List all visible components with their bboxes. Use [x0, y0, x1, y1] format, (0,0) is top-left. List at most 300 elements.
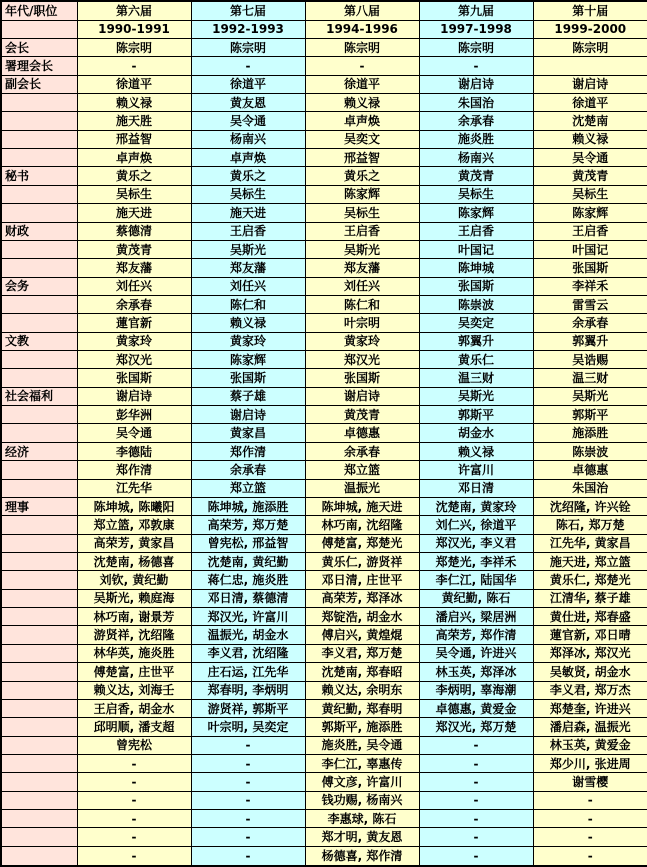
member-cell: 游贤祥, 沈绍隆 [77, 626, 191, 644]
table-row [1, 516, 647, 534]
year-header: 1994-1996 [305, 20, 419, 38]
member-cell: 林巧南, 沈绍隆 [305, 516, 419, 534]
member-cell: 陈坤城 [419, 259, 533, 277]
member-cell: 卓声焕 [191, 149, 305, 167]
position-label-blank [1, 204, 77, 222]
year-header: 1992-1993 [191, 20, 305, 38]
member-cell: 谢启诗 [191, 406, 305, 424]
table-row [1, 608, 647, 626]
term-header: 第八届 [305, 1, 419, 20]
member-cell: 黄茂青 [533, 167, 647, 185]
position-label-blank [1, 259, 77, 277]
member-cell: 郑汉光 [77, 351, 191, 369]
member-cell: 江清华, 蔡子雄 [533, 589, 647, 607]
table-row [1, 718, 647, 736]
member-cell: 余承春 [191, 461, 305, 479]
member-cell: 傅启兴, 黄煌焜 [305, 626, 419, 644]
member-cell: 谢雪樱 [533, 773, 647, 791]
position-label-blank [1, 461, 77, 479]
term-header: 第十届 [533, 1, 647, 20]
table-row [1, 497, 647, 515]
member-cell: - [419, 773, 533, 791]
member-cell: - [419, 791, 533, 809]
member-cell: 曾宪松, 邢益智 [191, 534, 305, 552]
table-row [1, 112, 647, 130]
position-label-blank [1, 314, 77, 332]
member-cell: - [419, 846, 533, 866]
member-cell: - [305, 57, 419, 75]
year-header: 1997-1998 [419, 20, 533, 38]
member-cell: - [419, 828, 533, 846]
member-cell: 吴令通, 许进兴 [419, 644, 533, 662]
member-cell: - [191, 828, 305, 846]
position-label-blank [1, 571, 77, 589]
position-label-blank [1, 736, 77, 754]
member-cell: 刘任兴 [191, 277, 305, 295]
member-cell: - [191, 810, 305, 828]
member-cell: 黄乐之 [191, 167, 305, 185]
position-label-blank [1, 754, 77, 772]
position-label-blank [1, 718, 77, 736]
member-cell: 赖义禄 [305, 94, 419, 112]
member-cell: 吴令通 [191, 112, 305, 130]
member-cell: 卓德惠, 黄爱金 [419, 699, 533, 717]
position-label-blank [1, 424, 77, 442]
member-cell: 黄友恩 [191, 94, 305, 112]
member-cell: 沈楚南, 郑春昭 [305, 663, 419, 681]
member-cell: 郑少川, 张进周 [533, 754, 647, 772]
term-header: 第九届 [419, 1, 533, 20]
position-label-blank [1, 185, 77, 203]
position-label-blank [1, 699, 77, 717]
member-cell: 游贤祥, 郭斯平 [191, 699, 305, 717]
table-row [1, 681, 647, 699]
member-cell: 林华英, 施炎胜 [77, 644, 191, 662]
table-row [1, 369, 647, 387]
member-cell: 吴斯光, 赖庭海 [77, 589, 191, 607]
position-label: 署理会长 [1, 57, 77, 75]
member-cell: 王启香 [191, 222, 305, 240]
member-cell: 黄茂青 [305, 406, 419, 424]
table-row [1, 149, 647, 167]
years-row [1, 20, 647, 38]
member-cell: 郑立篮 [305, 461, 419, 479]
position-label-blank [1, 626, 77, 644]
member-cell: 沈楚南 [533, 112, 647, 130]
member-cell: 黄乐之 [305, 167, 419, 185]
term-header: 第七届 [191, 1, 305, 20]
member-cell: 李义君, 郑万楚 [305, 644, 419, 662]
position-label-blank [1, 846, 77, 866]
member-cell: 郑锭浩, 胡金水 [305, 608, 419, 626]
member-cell: 陈崇波 [533, 442, 647, 460]
member-cell: 卓德惠 [533, 461, 647, 479]
table-row [1, 791, 647, 809]
member-cell: 林玉英, 黄爱金 [533, 736, 647, 754]
member-cell: 郭斯平 [419, 406, 533, 424]
member-cell: 高荣芳, 郑万楚 [191, 516, 305, 534]
member-cell: 蓮官新, 邓日晴 [533, 626, 647, 644]
member-cell: - [77, 754, 191, 772]
member-cell: 温振光 [305, 479, 419, 497]
member-cell: 郑楚光, 李祥禾 [419, 553, 533, 571]
table-row [1, 442, 647, 460]
member-cell: 李仁江, 辜惠传 [305, 754, 419, 772]
member-cell: 陈坤城, 施天进 [305, 497, 419, 515]
member-cell: 施天进 [191, 204, 305, 222]
member-cell: 郑立篮 [191, 479, 305, 497]
member-cell: 江先华 [77, 479, 191, 497]
position-label-blank [1, 828, 77, 846]
position-label-blank [1, 644, 77, 662]
member-cell: 杨南兴 [191, 130, 305, 148]
member-cell: 叶国记 [533, 240, 647, 258]
member-cell: 郑汉光, 李义君 [419, 534, 533, 552]
member-cell: 吴标生 [77, 185, 191, 203]
table-row [1, 387, 647, 405]
table-row [1, 167, 647, 185]
member-cell: 吴标生 [419, 185, 533, 203]
member-cell: 陈宗明 [533, 38, 647, 56]
member-cell: 黄茂青 [419, 167, 533, 185]
member-cell: 张国斯 [305, 369, 419, 387]
member-cell: 郑立篮, 邓敦康 [77, 516, 191, 534]
member-cell: - [419, 810, 533, 828]
member-cell: 刘任兴 [305, 277, 419, 295]
corner-header: 年代/职位 [1, 1, 77, 20]
member-cell: 吴诰赐 [533, 351, 647, 369]
member-cell: 胡金水 [419, 424, 533, 442]
member-cell: 沈绍隆, 许兴铨 [533, 497, 647, 515]
position-label-blank [1, 406, 77, 424]
member-cell: - [191, 773, 305, 791]
position-label: 经济 [1, 442, 77, 460]
position-label-blank [1, 608, 77, 626]
table-row [1, 38, 647, 56]
year-header: 1990-1991 [77, 20, 191, 38]
member-cell: 陈宗明 [419, 38, 533, 56]
member-cell: 李仁江, 陆国华 [419, 571, 533, 589]
member-cell: 施天胜 [77, 112, 191, 130]
table-row [1, 222, 647, 240]
member-cell: - [419, 754, 533, 772]
member-cell: - [533, 828, 647, 846]
member-cell: 庄石运, 江先华 [191, 663, 305, 681]
member-cell: 郭斯平 [533, 406, 647, 424]
member-cell: - [191, 791, 305, 809]
member-cell: 高荣芳, 黄家昌 [77, 534, 191, 552]
member-cell: 吴斯光 [419, 387, 533, 405]
position-label-blank [1, 663, 77, 681]
member-cell: 高荣芳, 郑泽冰 [305, 589, 419, 607]
term-header: 第六届 [77, 1, 191, 20]
position-label-blank [1, 351, 77, 369]
member-cell: 杨德喜, 郑作清 [305, 846, 419, 866]
member-cell: 赖义禄 [77, 94, 191, 112]
position-label-blank [1, 534, 77, 552]
member-cell: 傅楚富, 庄世平 [77, 663, 191, 681]
position-label-blank [1, 112, 77, 130]
table-row [1, 699, 647, 717]
member-cell: 黄家玲 [305, 332, 419, 350]
member-cell: 邱明顺, 潘支超 [77, 718, 191, 736]
member-cell: 林巧南, 谢景芳 [77, 608, 191, 626]
member-cell: 黄茂青 [77, 240, 191, 258]
position-label: 会务 [1, 277, 77, 295]
position-label-blank [1, 94, 77, 112]
member-cell: 郑泽冰, 郑汉光 [533, 644, 647, 662]
member-cell: 吴标生 [305, 204, 419, 222]
table-row [1, 351, 647, 369]
member-cell: 王启香 [533, 222, 647, 240]
member-cell: 温三财 [533, 369, 647, 387]
member-cell: 陈坤城, 陈曦阳 [77, 497, 191, 515]
position-label: 文教 [1, 332, 77, 350]
position-label: 会长 [1, 38, 77, 56]
table-row [1, 259, 647, 277]
member-cell: 彭华洲 [77, 406, 191, 424]
member-cell: 吴奕文 [305, 130, 419, 148]
member-cell: 谢启诗 [533, 75, 647, 93]
header-row [1, 1, 647, 20]
table-row [1, 406, 647, 424]
member-cell: 吴斯光 [305, 240, 419, 258]
member-cell: 江先华, 黄家昌 [533, 534, 647, 552]
member-cell: 余承春 [77, 295, 191, 313]
member-cell: 陈宗明 [191, 38, 305, 56]
member-cell: 许富川 [419, 461, 533, 479]
member-cell: 潘启兴, 梁居洲 [419, 608, 533, 626]
member-cell: 赖义禄 [191, 314, 305, 332]
table-row [1, 773, 647, 791]
member-cell: 吴斯光 [533, 387, 647, 405]
member-cell: 陈家辉 [191, 351, 305, 369]
member-cell: 赖义禄 [419, 442, 533, 460]
member-cell: 陈石, 郑万楚 [533, 516, 647, 534]
member-cell: 陈仁和 [305, 295, 419, 313]
member-cell: 潘启森, 温振光 [533, 718, 647, 736]
member-cell: 沈楚南, 黄纪勤 [191, 553, 305, 571]
member-cell: 郑汉光, 郑万楚 [419, 718, 533, 736]
member-cell: - [191, 754, 305, 772]
position-label: 理事 [1, 497, 77, 515]
member-cell: 刘钦, 黄纪勤 [77, 571, 191, 589]
member-cell: 郑作清 [191, 442, 305, 460]
member-cell: 张国斯 [191, 369, 305, 387]
member-cell: 陈宗明 [77, 38, 191, 56]
table-row [1, 736, 647, 754]
member-cell: 郑友藩 [191, 259, 305, 277]
member-cell: 雷雪云 [533, 295, 647, 313]
table-row [1, 846, 647, 866]
member-cell: 黄乐仁, 游贤祥 [305, 553, 419, 571]
member-cell: - [419, 736, 533, 754]
member-cell: 高荣芳, 郑作清 [419, 626, 533, 644]
member-cell: 曾宪松 [77, 736, 191, 754]
table-row [1, 424, 647, 442]
member-cell: 郭斯平, 施添胜 [305, 718, 419, 736]
member-cell: 刘任兴 [77, 277, 191, 295]
position-label-blank [1, 681, 77, 699]
member-cell: 吴令通 [77, 424, 191, 442]
table-row [1, 589, 647, 607]
member-cell: 施炎胜 [419, 130, 533, 148]
member-cell: 李惠球, 陈石 [305, 810, 419, 828]
table-row [1, 626, 647, 644]
member-cell: 李德陆 [77, 442, 191, 460]
member-cell: 吴奕定 [419, 314, 533, 332]
position-label-blank [1, 130, 77, 148]
member-cell: 蒋仁忠, 施炎胜 [191, 571, 305, 589]
position-label-blank [1, 149, 77, 167]
member-cell: - [77, 57, 191, 75]
member-cell: - [533, 791, 647, 809]
member-cell: 施添胜 [533, 424, 647, 442]
member-cell: 王启香, 胡金水 [77, 699, 191, 717]
table-row [1, 644, 647, 662]
member-cell: 郑作清 [77, 461, 191, 479]
member-cell: 温振光, 胡金水 [191, 626, 305, 644]
position-label: 副会长 [1, 75, 77, 93]
table-row [1, 277, 647, 295]
member-cell: 沈楚南, 黄家玲 [419, 497, 533, 515]
member-cell: 吴标生 [533, 185, 647, 203]
member-cell: 林玉英, 郑泽冰 [419, 663, 533, 681]
member-cell: 张国斯 [419, 277, 533, 295]
member-cell: 郑楚奎, 许进兴 [533, 699, 647, 717]
member-cell: 赖义达, 刘海壬 [77, 681, 191, 699]
position-label: 秘书 [1, 167, 77, 185]
member-cell: - [191, 846, 305, 866]
table-row [1, 553, 647, 571]
member-cell: - [77, 791, 191, 809]
member-cell: 黄纪勤, 陈石 [419, 589, 533, 607]
position-label: 财政 [1, 222, 77, 240]
member-cell: 王启香 [419, 222, 533, 240]
table-row [1, 204, 647, 222]
member-cell: 郑友藩 [305, 259, 419, 277]
member-cell: 邢益智 [305, 149, 419, 167]
table-row [1, 663, 647, 681]
member-cell: 余承春 [305, 442, 419, 460]
member-cell [533, 57, 647, 75]
table-row [1, 130, 647, 148]
table-row [1, 461, 647, 479]
table-row [1, 295, 647, 313]
member-cell: 施炎胜, 吴令通 [305, 736, 419, 754]
member-cell: 李义君, 沈绍隆 [191, 644, 305, 662]
position-label-blank [1, 791, 77, 809]
table-row [1, 94, 647, 112]
member-cell: - [77, 810, 191, 828]
member-cell: 杨南兴 [419, 149, 533, 167]
position-label-blank [1, 589, 77, 607]
member-cell: 邓日清, 蔡德清 [191, 589, 305, 607]
table-row [1, 332, 647, 350]
member-cell: - [419, 57, 533, 75]
member-cell: 叶宗明, 吴奕定 [191, 718, 305, 736]
member-cell: 叶宗明 [305, 314, 419, 332]
year-header: 1999-2000 [533, 20, 647, 38]
member-cell: 郑友藩 [77, 259, 191, 277]
table-row [1, 754, 647, 772]
member-cell: - [533, 810, 647, 828]
member-cell: 郭翼升 [533, 332, 647, 350]
member-cell: 邓日清 [419, 479, 533, 497]
member-cell: 李炳明, 辜海潮 [419, 681, 533, 699]
member-cell: 黄乐仁, 郑楚光 [533, 571, 647, 589]
member-cell: 余承春 [533, 314, 647, 332]
member-cell: 叶国记 [419, 240, 533, 258]
member-cell: 陈坤城, 施添胜 [191, 497, 305, 515]
table-row [1, 57, 647, 75]
member-cell: 陈家辉 [305, 185, 419, 203]
table-row [1, 810, 647, 828]
member-cell: 傅文彦, 许富川 [305, 773, 419, 791]
table-row [1, 185, 647, 203]
member-cell: 郑汉光, 许富川 [191, 608, 305, 626]
member-cell: 施天进, 郑立篮 [533, 553, 647, 571]
table-row [1, 75, 647, 93]
member-cell: 余承春 [419, 112, 533, 130]
member-cell: 黄仕进, 郑春盛 [533, 608, 647, 626]
position-label-blank [1, 369, 77, 387]
member-cell: 黄家玲 [77, 332, 191, 350]
member-cell: 王启香 [305, 222, 419, 240]
member-cell: 谢启诗 [419, 75, 533, 93]
table-row [1, 828, 647, 846]
position-label-blank [1, 773, 77, 791]
corner-blank-cell [1, 20, 77, 38]
table-row [1, 240, 647, 258]
member-cell: 卓声焕 [305, 112, 419, 130]
member-cell: 李祥禾 [533, 277, 647, 295]
member-cell: 蓮官新 [77, 314, 191, 332]
member-cell: - [533, 846, 647, 866]
member-cell: 刘仁兴, 徐道平 [419, 516, 533, 534]
member-cell: 邓日清, 庄世平 [305, 571, 419, 589]
member-cell: 吴敏贤, 胡金水 [533, 663, 647, 681]
member-cell: 赖义禄 [533, 130, 647, 148]
member-cell: 黄家玲 [191, 332, 305, 350]
member-cell: 黄纪勤, 郑春明 [305, 699, 419, 717]
member-cell: 卓德惠 [305, 424, 419, 442]
member-cell: 黄家昌 [191, 424, 305, 442]
position-label-blank [1, 295, 77, 313]
member-cell: 温三财 [419, 369, 533, 387]
position-label-blank [1, 479, 77, 497]
member-cell: 吴令通 [533, 149, 647, 167]
member-cell: 徐道平 [77, 75, 191, 93]
member-cell: - [77, 828, 191, 846]
member-cell: 郑才明, 黄友恩 [305, 828, 419, 846]
position-label-blank [1, 240, 77, 258]
table-row [1, 571, 647, 589]
member-cell: 赖义达, 余明东 [305, 681, 419, 699]
table-row [1, 314, 647, 332]
member-cell: 陈仁和 [191, 295, 305, 313]
position-label-blank [1, 810, 77, 828]
member-cell: 李义君, 郑万杰 [533, 681, 647, 699]
member-cell: 张国斯 [77, 369, 191, 387]
member-cell: 吴斯光 [191, 240, 305, 258]
member-cell: 徐道平 [191, 75, 305, 93]
member-cell: 沈楚南, 杨德喜 [77, 553, 191, 571]
member-cell: 朱国治 [419, 94, 533, 112]
member-cell: 陈崇波 [419, 295, 533, 313]
member-cell: 郑春明, 李炳明 [191, 681, 305, 699]
member-cell: 陈家辉 [533, 204, 647, 222]
